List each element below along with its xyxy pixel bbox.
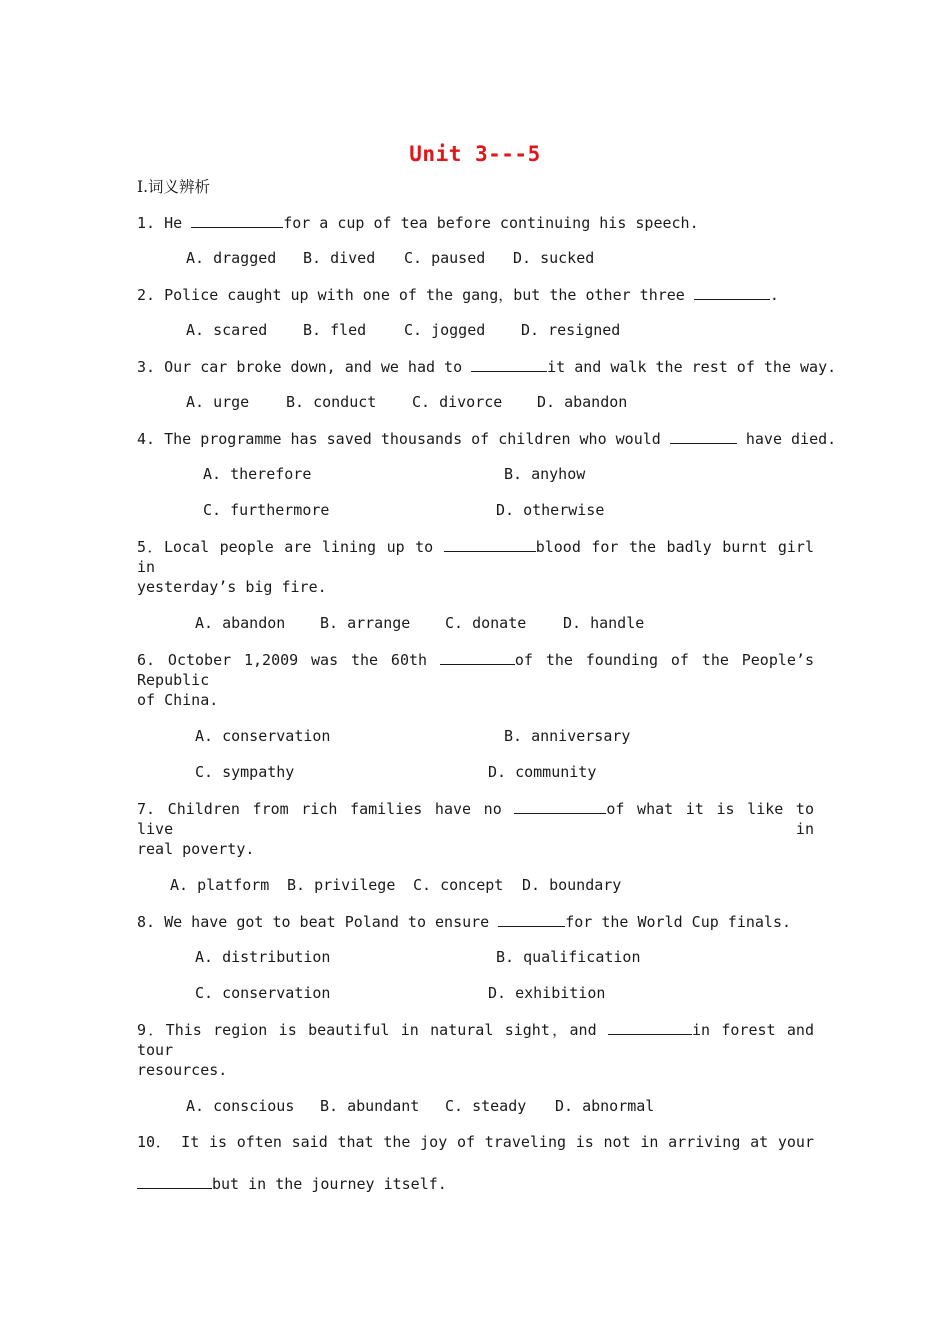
- question-7: [137, 798, 814, 838]
- option-d[interactable]: D. handle: [563, 614, 645, 632]
- answer-blank[interactable]: [471, 356, 547, 372]
- question-text: 6. October 1,2009 was the 60th: [137, 651, 440, 669]
- question-text-continued: of China.: [137, 691, 219, 709]
- page-title: Unit 3---5: [409, 142, 541, 166]
- option-b[interactable]: B. anniversary: [504, 727, 631, 745]
- option-a[interactable]: A. conscious: [186, 1097, 295, 1115]
- question-text: blood for the badly burnt girl in: [137, 538, 814, 576]
- question-text: in forest and tour: [137, 1021, 814, 1059]
- answer-blank[interactable]: [670, 428, 737, 444]
- question-text: 7. Children from rich families have no: [137, 800, 515, 818]
- option-c[interactable]: C. divorce: [412, 393, 503, 411]
- question-text: for a cup of tea before continuing his speech.: [283, 214, 699, 232]
- question-text: 4. The programme has saved thousands of children who would: [137, 430, 670, 448]
- question-10-continued: [137, 1173, 447, 1194]
- option-d[interactable]: D. resigned: [521, 321, 621, 339]
- answer-blank[interactable]: [137, 1173, 212, 1189]
- question-text: 3. Our car broke down, and we had to: [137, 358, 472, 376]
- question-text: 8. We have got to beat Poland to ensure: [137, 913, 499, 931]
- question-8: [137, 911, 791, 932]
- option-a[interactable]: A. distribution: [195, 948, 331, 966]
- option-b[interactable]: B. conduct: [286, 393, 377, 411]
- question-text: have died.: [736, 430, 837, 448]
- option-c[interactable]: C. sympathy: [195, 763, 295, 781]
- question-text: of what it is like to live in: [137, 800, 814, 838]
- question-text: 5．Local people are lining up to: [137, 538, 444, 556]
- question-text-continued: real poverty.: [137, 840, 255, 858]
- option-c[interactable]: C. paused: [404, 249, 486, 267]
- option-b[interactable]: B. abundant: [320, 1097, 420, 1115]
- question-text: for the World Cup finals.: [565, 913, 792, 931]
- option-b[interactable]: B. privilege: [287, 876, 396, 894]
- question-text: it and walk the rest of the way.: [547, 358, 837, 376]
- answer-blank[interactable]: [514, 798, 606, 814]
- answer-blank[interactable]: [444, 536, 536, 552]
- option-c[interactable]: C. jogged: [404, 321, 486, 339]
- question-text: 2. Police caught up with one of the gang，but the other three: [137, 286, 694, 304]
- option-a[interactable]: A. dragged: [186, 249, 277, 267]
- question-5: [137, 536, 814, 576]
- question-text: .: [769, 286, 779, 304]
- question-9: [137, 1019, 814, 1059]
- option-d[interactable]: D. exhibition: [488, 984, 606, 1002]
- option-b[interactable]: B. anyhow: [504, 465, 586, 483]
- option-d[interactable]: D. community: [488, 763, 597, 781]
- option-d[interactable]: D. otherwise: [496, 501, 605, 519]
- question-text-continued: yesterday’s big fire.: [137, 578, 327, 596]
- question-2: [137, 284, 779, 305]
- option-c[interactable]: C. donate: [445, 614, 527, 632]
- question-text-continued: resources.: [137, 1061, 228, 1079]
- option-d[interactable]: D. boundary: [522, 876, 622, 894]
- option-c[interactable]: C. concept: [413, 876, 504, 894]
- option-b[interactable]: B. qualification: [496, 948, 641, 966]
- answer-blank[interactable]: [498, 911, 565, 927]
- option-a[interactable]: A. conservation: [195, 727, 331, 745]
- question-text: 1. He: [137, 214, 192, 232]
- question-4: [137, 428, 836, 449]
- answer-blank[interactable]: [694, 284, 770, 300]
- option-b[interactable]: B. dived: [303, 249, 376, 267]
- question-text: 9．This region is beautiful in natural sight，and: [137, 1021, 608, 1039]
- option-c[interactable]: C. furthermore: [203, 501, 330, 519]
- option-a[interactable]: A. abandon: [195, 614, 286, 632]
- option-a[interactable]: A. therefore: [203, 465, 312, 483]
- option-d[interactable]: D. sucked: [513, 249, 595, 267]
- option-d[interactable]: D. abnormal: [555, 1097, 655, 1115]
- option-b[interactable]: B. fled: [303, 321, 367, 339]
- question-3: [137, 356, 836, 377]
- option-a[interactable]: A. platform: [170, 876, 270, 894]
- section-heading: Ⅰ.词义辨析: [137, 178, 211, 196]
- option-a[interactable]: A. scared: [186, 321, 268, 339]
- question-6: [137, 649, 814, 689]
- question-text: of the founding of the People’s Republic: [137, 651, 814, 689]
- answer-blank[interactable]: [191, 212, 283, 228]
- answer-blank[interactable]: [608, 1019, 692, 1035]
- option-c[interactable]: C. steady: [445, 1097, 527, 1115]
- option-a[interactable]: A. urge: [186, 393, 250, 411]
- question-10: 10． It is often said that the joy of traveling is not in arriving at your: [137, 1133, 814, 1151]
- question-1: [137, 212, 699, 233]
- option-b[interactable]: B. arrange: [320, 614, 411, 632]
- option-d[interactable]: D. abandon: [537, 393, 628, 411]
- answer-blank[interactable]: [440, 649, 515, 665]
- question-text: but in the journey itself.: [212, 1175, 447, 1193]
- option-c[interactable]: C. conservation: [195, 984, 331, 1002]
